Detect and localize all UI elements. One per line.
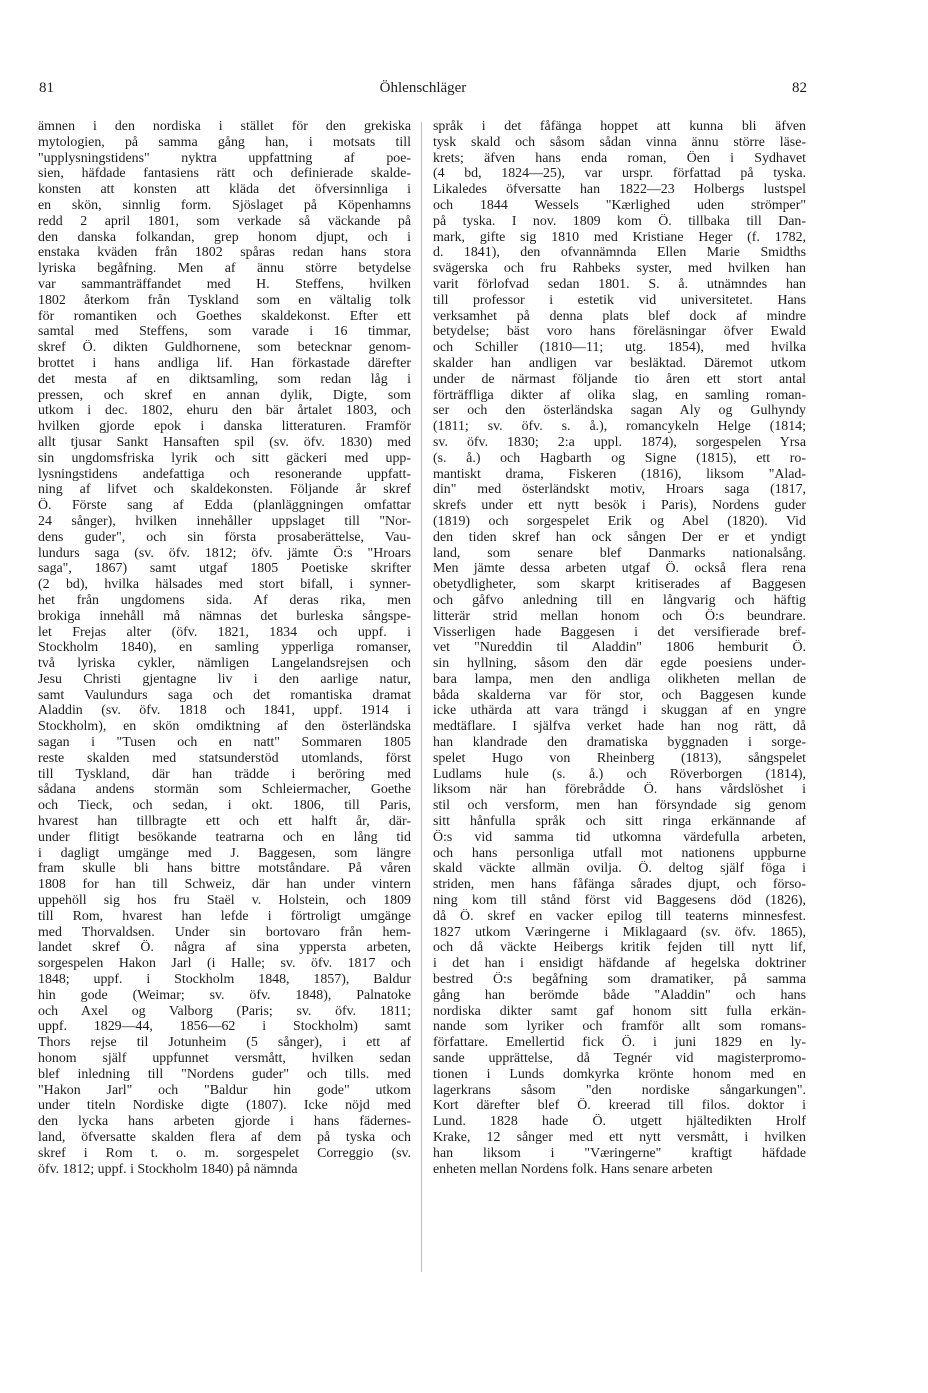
text-line: ning af lifvet och skaldekonsten. Följande år skref: [38, 482, 411, 498]
text-line: till Tyskland, där han trädde i beröring med: [38, 766, 411, 782]
text-line: land, som senare blef Danmarks nationalsång.: [433, 545, 806, 561]
text-line: i det han i ensidigt häfdande af hegelska doktriner: [433, 956, 806, 972]
text-line: Aladdin (sv. öfv. 1818 och 1841, uppf. 1914 i: [38, 703, 411, 719]
text-line: under titeln Nordiske digte (1807). Icke nöjd med: [38, 1098, 411, 1114]
text-line: och Schiller (1810—11; utg. 1854), med hvilka: [433, 340, 806, 356]
text-line: svägerska och fru Rahbeks syster, med hvilken han: [433, 261, 806, 277]
text-line: samtal med Steffens, som varade i 16 timmar,: [38, 324, 411, 340]
text-line: författare. Emellertid fick Ö. i juni 1829 en ly-: [433, 1035, 806, 1051]
text-line: öfv. 1812; uppf. i Stockholm 1840) på nämnda: [38, 1161, 298, 1177]
text-line: sitt hånfulla språk och sitt ringa erkännande af: [433, 814, 806, 830]
text-line: gång han berömde både "Aladdin" och hans: [433, 987, 806, 1003]
text-line: båda skalderna var för stor, och Baggesen kunde: [433, 687, 806, 703]
text-line: hvarest han tillbragte ett och ett halft år, där-: [38, 814, 411, 830]
text-line: pressen, och skref en annan dylik, Digte, som: [38, 387, 411, 403]
text-line: liksom när han förebrådde Ö. hans vårdslöshet i: [433, 782, 806, 798]
text-line: d. 1841), den ofvannämnda Ellen Marie Smidths: [433, 245, 806, 261]
text-line: och Tieck, och sedan, i okt. 1806, till Paris,: [38, 798, 411, 814]
text-line: medtäflare. I själfva verket hade han nog rätt, då: [433, 719, 806, 735]
text-line: het från ungdomens sida. Af deras rika, men: [38, 592, 411, 608]
text-line: varit förlofvad sedan 1801. S. å. utnämndes han: [433, 276, 806, 292]
text-line: brokiga innehåll må nämnas det burleska sångspe-: [38, 608, 411, 624]
text-line: förträffliga dikter af olika slag, en samling roman-: [433, 387, 806, 403]
text-line: mark, gifte sig 1810 med Kristiane Heger (f. 1782,: [433, 229, 806, 245]
text-line: sorgespelen Hakon Jarl (i Halle; sv. öfv. 1817 och: [38, 956, 411, 972]
text-line: 1848; uppf. i Stockholm 1848, 1857), Baldur: [38, 972, 411, 988]
text-line: sin ungdomsfriska lyrik och sitt gäckeri med upp-: [38, 450, 411, 466]
page-number-left: 81: [39, 80, 54, 96]
text-line: saga", 1867) samt utgaf 1805 Poetiske skrifter: [38, 561, 411, 577]
text-line: vet "Nureddin til Aladdin" 1806 hemburit Ö.: [433, 640, 806, 656]
text-line: obetydligheter, som skarpt kritiserades af Baggesen: [433, 577, 806, 593]
text-line: lyriska begåfning. Men af ännu större betydelse: [38, 261, 411, 277]
text-line: skref i Rom t. o. m. sorgespelet Correggio (sv.: [38, 1145, 411, 1161]
text-line: sv. öfv. 1830; 2:a uppl. 1874), sorgespelen Yrsa: [433, 434, 806, 450]
text-line: Jesu Christi gjentagne liv i den aarlige natur,: [38, 671, 411, 687]
text-line: sin hyllning, såsom den där egde poesiens under-: [433, 656, 806, 672]
text-line: "Hakon Jarl" och "Baldur hin gode" utkom: [38, 1082, 411, 1098]
text-line: hvilken gjorde epok i danska litteraturen. Framför: [38, 419, 411, 435]
text-line: (1819) och sorgespelet Erik og Abel (1820). Vid: [433, 513, 806, 529]
text-line: icke uthärda att vara trängd i skuggan af en yngre: [433, 703, 806, 719]
text-line: Ludlams hule (s. å.) och Röverborgen (1814),: [433, 766, 806, 782]
text-line: 1808 for han till Schweiz, där han under vintern: [38, 877, 411, 893]
text-line: då Ö. skref en vacker epilog till teaterns minnesfest.: [433, 908, 806, 924]
text-line: bestred Ö:s begåfning som dramatiker, på samma: [433, 972, 806, 988]
text-line: landet skref Ö. några af sina yppersta arbeten,: [38, 940, 411, 956]
text-line: land, öfversatte skalden flera af dem på tyska och: [38, 1130, 411, 1145]
text-line: för romantiken och Goethes skaldekonst. Efter ett: [38, 308, 411, 324]
text-line: och Axel og Valborg (Paris; sv. öfv. 1811;: [38, 1003, 411, 1019]
text-line: lysningstidens andefattiga och resonerande uppfatt-: [38, 466, 411, 482]
text-line: ning kom till stånd först vid Baggesens död (1826),: [433, 893, 806, 909]
text-line: uppf. 1829—44, 1856—62 i Stockholm) samt: [38, 1019, 411, 1035]
text-line: utkom i dec. 1802, ehuru den bär årtalet 1803, och: [38, 403, 411, 419]
running-title: Öhlenschläger: [379, 80, 467, 96]
text-line: ämnen i den nordiska i stället för den grekiska: [38, 119, 411, 134]
left-column: [38, 119, 411, 1177]
text-line: bara lampa, men den andliga olikheten mellan de: [433, 671, 806, 687]
text-line: sande upprättelse, då Tegnér vid magisterpromo-: [433, 1051, 806, 1067]
text-line: blef inledning till "Nordens guder" och tills. med: [38, 1066, 411, 1082]
text-line: "upplysningstidens" nyktra uppfattning af poe-: [38, 150, 411, 166]
text-line: sien, häfdade fantasiens rätt och definierade skalde-: [38, 166, 411, 182]
text-line: let Frejas alter (öfv. 1821, 1834 och uppf. i: [38, 624, 411, 640]
text-line: Stockholm), en skön omdiktning af den österländska: [38, 719, 411, 735]
text-line: tysk skald och såsom sådan vinna ännu större läse-: [433, 134, 806, 150]
text-line: enheten mellan Nordens folk. Hans senare arbeten: [433, 1161, 713, 1177]
text-line: samt Vaulundurs saga och det romantiska dramat: [38, 687, 411, 703]
text-line: sagan i "Tusen och en natt" Sommaren 1805: [38, 735, 411, 751]
text-line: Lund. 1828 hade Ö. utgett hjältedikten Hrolf: [433, 1114, 806, 1130]
text-line: under flitigt besökande teatrarna och en lång tid: [38, 829, 411, 845]
text-line: konsten att konsten att kläda det öfversinnliga i: [38, 182, 411, 198]
text-line: spelet Hugo von Rheinberg (1813), sångspelet: [433, 750, 806, 766]
right-column: [433, 119, 806, 1177]
text-line: mantiskt drama, Fiskeren (1816), liksom "Alad-: [433, 466, 806, 482]
text-line: Likaledes öfversatte han 1822—23 Holbergs lustspel: [433, 182, 806, 198]
page-number-right: 82: [792, 80, 807, 96]
text-line: allt tjusar Sankt Hansaften spil (sv. öfv. 1830) med: [38, 434, 411, 450]
running-header: [39, 80, 807, 102]
text-line: Kort därefter blef Ö. kreerad till filos. doktor i: [433, 1098, 806, 1114]
text-line: han klandrade den dramatiska byggnaden i sorge-: [433, 735, 806, 751]
text-line: din" med österländskt motiv, Hroars saga (1817,: [433, 482, 806, 498]
text-line: (2 bd), hvilka hälsades med stort bifall, i synner-: [38, 577, 411, 593]
text-line: 1802 återkom från Tyskland som en vältalig tolk: [38, 292, 411, 308]
text-line: till professor i estetik vid universitetet. Hans: [433, 292, 806, 308]
text-line: Ö. Förste sang af Edda (planläggningen omfattar: [38, 498, 411, 514]
text-line: Ö:s vid samma tid utkomna värdefulla arbeten,: [433, 829, 806, 845]
text-line: nordiska dikter samt gaf honom sitt fulla erkän-: [433, 1003, 806, 1019]
text-line: i dagligt umgänge med J. Baggesen, som längre: [38, 845, 411, 861]
text-line: skref Ö. dikten Guldhornene, som betecknar genom-: [38, 340, 411, 356]
text-line: (1811; sv. öfv. s. å.), romancykeln Helge (1814;: [433, 419, 806, 435]
text-line: Thors rejse til Jotunheim (5 sånger), i ett af: [38, 1035, 411, 1051]
text-line: mytologien, på samma gång han, i motsats till: [38, 134, 411, 150]
text-line: han liksom i "Væringerne" kraftigt häfdade: [433, 1145, 806, 1161]
text-line: sådana andens stormän som Schleiermacher, Goethe: [38, 782, 411, 798]
text-line: och gåfvo anledning till en långvarig och häftig: [433, 592, 806, 608]
text-line: och hans personliga utfall mot nationens uppburne: [433, 845, 806, 861]
text-line: stil och versform, men han försyndade sig genom: [433, 798, 806, 814]
text-line: tionen i Lunds domkyrka krönte honom med en: [433, 1066, 806, 1082]
text-line: skrefs under ett nytt besök i Paris), Nordens guder: [433, 498, 806, 514]
text-line: nande som lyriker och framför allt som romans-: [433, 1019, 806, 1035]
text-line: enstaka kväden från 1802 spåras redan hans stora: [38, 245, 411, 261]
text-line: Krake, 12 sånger med ett nytt versmått, i hvilken: [433, 1130, 806, 1145]
text-line: det mesta af en diktsamling, som redan låg i: [38, 371, 411, 387]
text-line: på tyska. I nov. 1809 kom Ö. tillbaka till Dan-: [433, 213, 806, 229]
text-line: med Thorvaldsen. Under sin bortovaro från hem-: [38, 924, 411, 940]
text-line: litterär strid mellan honom och Ö:s beundrare.: [433, 608, 806, 624]
text-line: skalder han andligen var besläktad. Däremot utkom: [433, 355, 806, 371]
text-line: ser och den österländska sagan Aly og Gulhyndy: [433, 403, 806, 419]
text-line: en skön, sinnlig form. Sjöslaget på Köpenhamns: [38, 197, 411, 213]
text-line: honom själf uppfunnet versmått, hvilken sedan: [38, 1051, 411, 1067]
text-line: till Rom, hvarest han lefde i förtroligt umgänge: [38, 908, 411, 924]
text-line: den danska folkandan, grep honom djupt, och i: [38, 229, 411, 245]
text-line: under de närmast följande tio åren ett stort antal: [433, 371, 806, 387]
text-line: uppehöll sig hos fru Staël v. Holstein, och 1809: [38, 893, 411, 909]
text-line: verksamhet på denna plats blef dock af mindre: [433, 308, 806, 324]
text-line: (4 bd, 1824—25), var urspr. författad på tyska.: [433, 166, 806, 182]
text-line: Visserligen hade Baggesen i det versifierade bref-: [433, 624, 806, 640]
text-line: krets; äfven hans enda roman, Öen i Sydhavet: [433, 150, 806, 166]
text-line: var sammanträffandet med H. Steffens, hvilken: [38, 276, 411, 292]
text-line: den tiden skref han ock sången Der er et yndigt: [433, 529, 806, 545]
text-line: betydelse; bäst voro hans föreläsningar öfver Ewald: [433, 324, 806, 340]
text-line: skald väckte allmän ovilja. Ö. deltog själf föga i: [433, 861, 806, 877]
column-divider: [421, 122, 422, 1272]
text-line: brottet i hans andliga lif. Han förkastade därefter: [38, 355, 411, 371]
text-line: Stockholm 1840), en samling ypperliga romanser,: [38, 640, 411, 656]
text-line: 24 sånger), hvilken innehåller uppslaget till "Nor-: [38, 513, 411, 529]
text-line: reste skalden med statsunderstöd utomlands, först: [38, 750, 411, 766]
text-line: lagerkrans såsom "den nordiske sångarkungen".: [433, 1082, 806, 1098]
text-line: två lyriska cykler, nämligen Langelandsrejsen och: [38, 656, 411, 672]
text-line: den lycka hans arbeten gjorde i hans fädernes-: [38, 1114, 411, 1130]
text-line: dens guder", och sin första prosaberättelse, Vau-: [38, 529, 411, 545]
text-line: och 1844 Wessels "Kærlighed uden strömper": [433, 197, 806, 213]
text-line: Men jämte dessa arbeten utgaf Ö. också flera rena: [433, 561, 806, 577]
text-line: lundurs saga (sv. öfv. 1812; öfv. jämte Ö:s "Hroars: [38, 545, 411, 561]
text-line: (s. å.) och Hagbarth og Signe (1815), ett ro-: [433, 450, 806, 466]
text-line: redd 2 april 1801, som verkade så väckande på: [38, 213, 411, 229]
text-line: hin gode (Weimar; sv. öfv. 1848), Palnatoke: [38, 987, 411, 1003]
text-line: 1827 utkom Væringerne i Miklagaard (sv. öfv. 1865),: [433, 924, 806, 940]
text-line: och då väckte Heibergs kritik fejden till nytt lif,: [433, 940, 806, 956]
text-line: språk i det fåfänga hoppet att kunna bli äfven: [433, 119, 806, 134]
text-line: striden, men hans fåfänga sårades djupt, och förso-: [433, 877, 806, 893]
text-line: fram skulle bli hans bittre motståndare. På våren: [38, 861, 411, 877]
